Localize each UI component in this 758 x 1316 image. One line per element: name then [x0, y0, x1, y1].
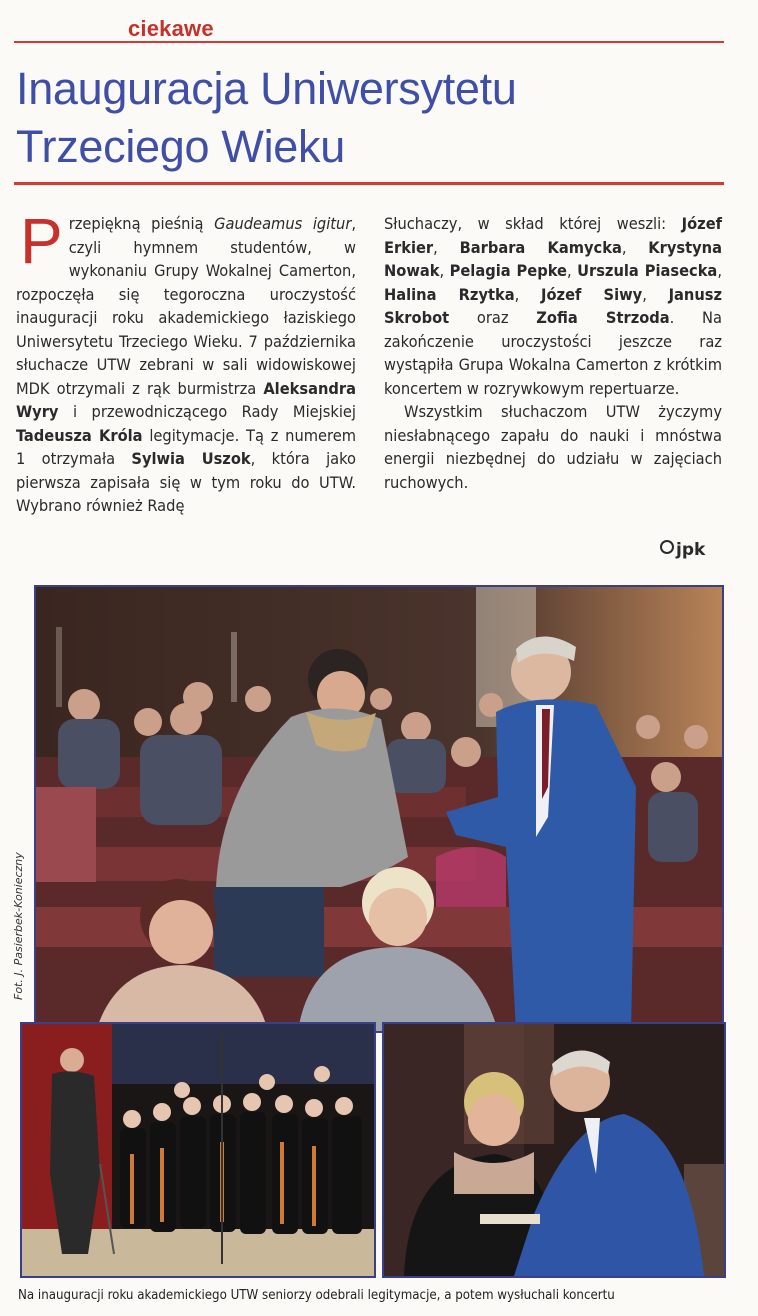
council-member: Barbara Kamycka — [459, 237, 622, 257]
text-span: i przewodniczącego Rady Miejskiej — [58, 402, 356, 421]
header-rule — [14, 41, 724, 43]
separator: , — [433, 237, 460, 257]
photo-credit — [12, 850, 24, 1010]
council-member: Józef Siwy — [541, 284, 643, 304]
title-rule — [14, 182, 724, 185]
text-span: . Na zakończenie uroczystości jeszcze raz wystąpiła Grupa Wokalna Camerton z krótkim koncertem w rozrywkowym repertuarze. — [384, 308, 722, 398]
text-span: , która jako pierwsza zapisała się w tym roku do UTW. Wybrano również Radę — [16, 449, 356, 515]
paragraph-1-continued — [384, 212, 722, 400]
council-member: Pelagia Pepke — [449, 261, 567, 280]
name-mayor: Aleksandra Wyry — [16, 378, 356, 421]
photo-ceremony-illustration — [36, 587, 722, 1031]
song-title: Gaudeamus igitur — [214, 214, 352, 233]
title-line-2: Trzeciego Wieku — [16, 121, 345, 172]
council-member: Krystyna Nowak — [384, 237, 722, 280]
separator: , — [439, 261, 450, 280]
name-first-member: Sylwia Uszok — [131, 449, 251, 468]
paragraph-2: Wszystkim słuchaczom UTW życzymy niesłabnącego zapału do nauki i mnóstwa energii niezbędnej do udziału w zajęciach ruchowych. — [384, 402, 722, 492]
separator: , — [642, 284, 669, 304]
photo-caption: Na inauguracji roku akademickiego UTW seniorzy odebrali legitymacje, a potem wysłuchali koncertu — [18, 1288, 615, 1303]
photo-choir-illustration — [22, 1024, 374, 1276]
separator: , — [621, 237, 649, 257]
signature-text: jpk — [676, 540, 706, 560]
signature-ring-icon — [660, 540, 674, 554]
council-member: Halina Rzytka — [384, 284, 515, 304]
title-line-1: Inauguracja Uniwersytetu — [16, 63, 517, 114]
paragraph-1 — [16, 205, 356, 518]
photo-choir — [20, 1022, 376, 1278]
text-span: legitymacje. Tą z numerem 1 otrzymała — [16, 425, 356, 468]
council-member: Józef Erkier — [384, 214, 722, 257]
separator: , — [514, 284, 542, 304]
separator: , — [717, 261, 722, 280]
text-span: Słuchaczy, w skład której weszli: — [384, 214, 682, 233]
photo-handover-illustration — [384, 1024, 724, 1276]
article-title — [16, 60, 517, 176]
photo-handover — [382, 1022, 726, 1278]
photo-ceremony — [34, 585, 724, 1033]
drop-cap: P — [20, 205, 63, 277]
author-signature — [660, 540, 705, 560]
article-column-right — [384, 212, 722, 494]
photo-credit-text: Fot. J. Pasierbek-Konieczny — [12, 852, 25, 1000]
article-column-left — [16, 205, 356, 518]
separator: , — [566, 261, 578, 280]
council-member: Urszula Piasecka — [577, 261, 718, 280]
separator: oraz — [449, 308, 537, 327]
text-span: , czyli hymnem studentów, w wykonaniu Grupy Wokalnej Camerton, rozpoczęła się tegoroczna uroczystość inauguracji roku akademickiego łaziskiego Uniwersytetu Trzeciego Wieku. 7 października słuchacze UTW zebrani w sali widowiskowej MDK otrzymali z rąk burmistrza — [16, 214, 356, 398]
text-span: rzepiękną pieśnią — [68, 214, 215, 233]
section-tag: ciekawe — [128, 16, 214, 41]
name-council-chair: Tadeusza Króla — [16, 425, 143, 445]
council-member: Janusz Skrobot — [384, 284, 723, 327]
council-member: Zofia Strzoda — [536, 308, 670, 327]
